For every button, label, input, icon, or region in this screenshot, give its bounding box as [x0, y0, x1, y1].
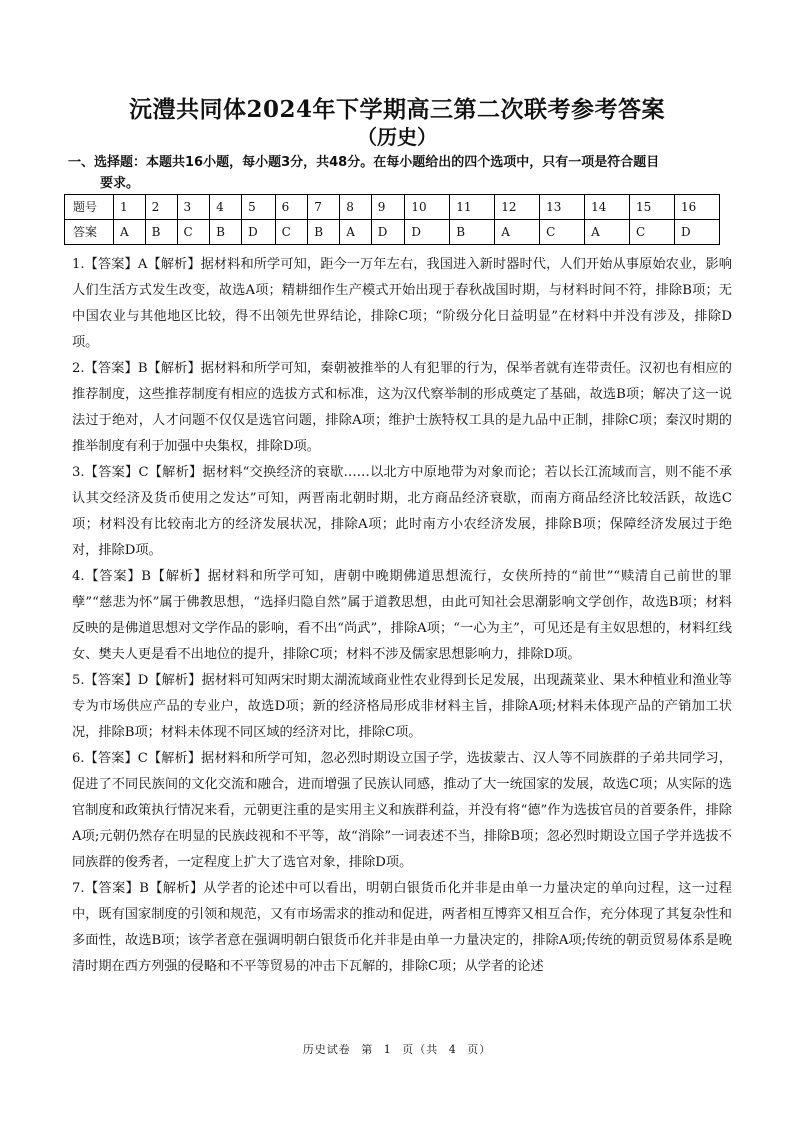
- table-cell-number: 14: [585, 195, 630, 220]
- table-cell-answer: C: [177, 220, 210, 245]
- explanation-item: 4.【答案】B【解析】据材料和所学可知，唐朝中晚期佛道思想流行，女侠所持的“前世”“赎清自己前世的罪孽”“慈悲为怀”属于佛教思想，“选择归隐自然”属于道教思想，由此可知社会思潮影响文学创作，故选B项；材料反映的是佛道思想对文学作品的影响，看不出“尚武”，排除A项；“一心为主”，可见还是有主奴思想的，材料红线女、樊夫人更是看不出地位的提升，排除C项；材料不涉及儒家思想影响力，排除D项。: [72, 569, 732, 662]
- footer-di: 第: [361, 1043, 374, 1056]
- table-cell-answer: B: [450, 220, 495, 245]
- table-cell-answer: D: [674, 220, 719, 245]
- table-row-label: 答案: [65, 220, 114, 245]
- table-cell-number: 16: [674, 195, 719, 220]
- page-subtitle: （历史）: [357, 125, 437, 149]
- table-row-label: 题号: [65, 195, 114, 220]
- table-cell-answer: C: [275, 220, 308, 245]
- table-cell-answer: A: [495, 220, 540, 245]
- table-cell-number: 15: [630, 195, 675, 220]
- table-cell-number: 6: [275, 195, 308, 220]
- answer-table: [64, 194, 720, 245]
- table-cell-answer: A: [114, 220, 146, 245]
- table-cell-number: 9: [371, 195, 405, 220]
- table-cell-number: 8: [340, 195, 372, 220]
- explanation-item: 5.【答案】D【解析】据材料可知两宋时期太湖流域商业性农业得到长足发展，出现蔬菜业、果木种植业和渔业等专为市场供应产品的专业户，故选D项；新的经济格局形成非材料主旨，排除A项;材料未体现产品的产销加工状况，排除B项；材料未体现不同区域的经济对比，排除C项。: [72, 673, 732, 740]
- table-cell-answer: A: [340, 220, 372, 245]
- table-cell-number: 12: [495, 195, 540, 220]
- table-cell-number: 1: [114, 195, 146, 220]
- explanation-item: 3.【答案】C【解析】据材料“交换经济的衰歇……以北方中原地带为对象而论；若以长江流域而言，则不能不承认其交经济及货币使用之发达”可知，两晋南北朝时期，北方商品经济衰歇，而南方商品经济比较活跃，故选C项；材料没有比较南北方的经济发展状况，排除A项；此时南方小农经济发展，排除B项；保障经济发展过于绝对，排除D项。: [72, 465, 732, 558]
- explanation-item: 1.【答案】A【解析】据材料和所学可知，距今一万年左右，我国进入新时器时代，人们开始从事原始农业，影响人们生活方式发生改变，故选A项；精耕细作生产模式开始出现于春秋战国时期，与材料时间不符，排除B项；无中国农业与其他地区比较，得不出领先世界结论，排除C项；“阶级分化日益明显”在材料中并没有涉及，排除D项。: [72, 257, 732, 350]
- table-cell-number: 5: [242, 195, 276, 220]
- section-heading: [68, 152, 736, 194]
- table-cell-answer: C: [630, 220, 675, 245]
- table-cell-number: 13: [540, 195, 585, 220]
- answer-table-number-row: [65, 195, 720, 220]
- explanation-item: 6.【答案】C【解析】据材料和所学可知，忽必烈时期设立国子学，选拔蒙古、汉人等不同族群的子弟共同学习，促进了不同民族间的文化交流和融合，进而增强了民族认同感，推动了大一统国家的发展，故选C项；从实际的选官制度和政策执行情况来看，元朝更注重的是实用主义和族群利益，并没有将“德”作为选拔官员的首要条件，排除A项;元朝仍然存在明显的民族歧视和不平等，故“消除”一词表述不当，排除B项；忽必烈时期设立国子学并选拔不同族群的俊秀者，一定程度上扩大了选官对象，排除D项。: [72, 751, 732, 870]
- table-cell-answer: B: [145, 220, 177, 245]
- table-cell-answer: A: [585, 220, 630, 245]
- section-heading-line2: 要求。: [100, 176, 140, 191]
- table-cell-answer: D: [242, 220, 276, 245]
- footer-ye-end: 页）: [467, 1043, 492, 1056]
- answer-table-answer-row: [65, 220, 720, 245]
- table-cell-number: 3: [177, 195, 210, 220]
- explanation-item: 2.【答案】B【解析】据材料和所学可知，秦朝被推举的人有犯罪的行为，保举者就有连带责任。汉初也有相应的推荐制度，这些推荐制度有相应的选拔方式和标准，这为汉代察举制的形成奠定了基础，故选B项；解决了这一说法过于绝对，人才问题不仅仅是选官问题，排除A项；维护士族特权工具的是九品中正制，排除C项；秦汉时期的推举制度有利于加强中央集权，排除D项。: [72, 361, 732, 454]
- answer-explanations: [72, 252, 732, 980]
- table-cell-answer: D: [371, 220, 405, 245]
- footer-total-pages: 4: [448, 1043, 457, 1056]
- table-cell-answer: B: [210, 220, 242, 245]
- footer-ye: 页（共: [402, 1043, 439, 1056]
- table-cell-number: 7: [308, 195, 340, 220]
- section-heading-line1: 一、选择题：本题共16小题，每小题3分，共48分。在每小题给出的四个选项中，只有一项是符合题目: [68, 155, 660, 170]
- page-title: 沅澧共同体2024年下学期高三第二次联考参考答案: [128, 96, 665, 123]
- table-cell-answer: D: [405, 220, 450, 245]
- footer-subject: 历史试卷: [302, 1043, 351, 1056]
- table-cell-number: 11: [450, 195, 495, 220]
- table-cell-number: 4: [210, 195, 242, 220]
- table-cell-answer: C: [540, 220, 585, 245]
- table-cell-number: 2: [145, 195, 177, 220]
- table-cell-answer: B: [308, 220, 340, 245]
- table-cell-number: 10: [405, 195, 450, 220]
- explanation-item: 7.【答案】B【解析】从学者的论述中可以看出，明朝白银货币化并非是由单一力量决定的单向过程，这一过程中，既有国家制度的引领和规范，又有市场需求的推动和促进，两者相互博弈又相互合作，充分体现了其复杂性和多面性，故选B项；该学者意在强调明朝白银货币化并非是由单一力量决定的，排除A项;传统的朝贡贸易体系是晚清时期在西方列强的侵略和不平等贸易的冲击下瓦解的，排除C项；从学者的论述: [72, 881, 732, 974]
- page-footer: [0, 1041, 794, 1057]
- footer-page-number: 1: [383, 1043, 392, 1056]
